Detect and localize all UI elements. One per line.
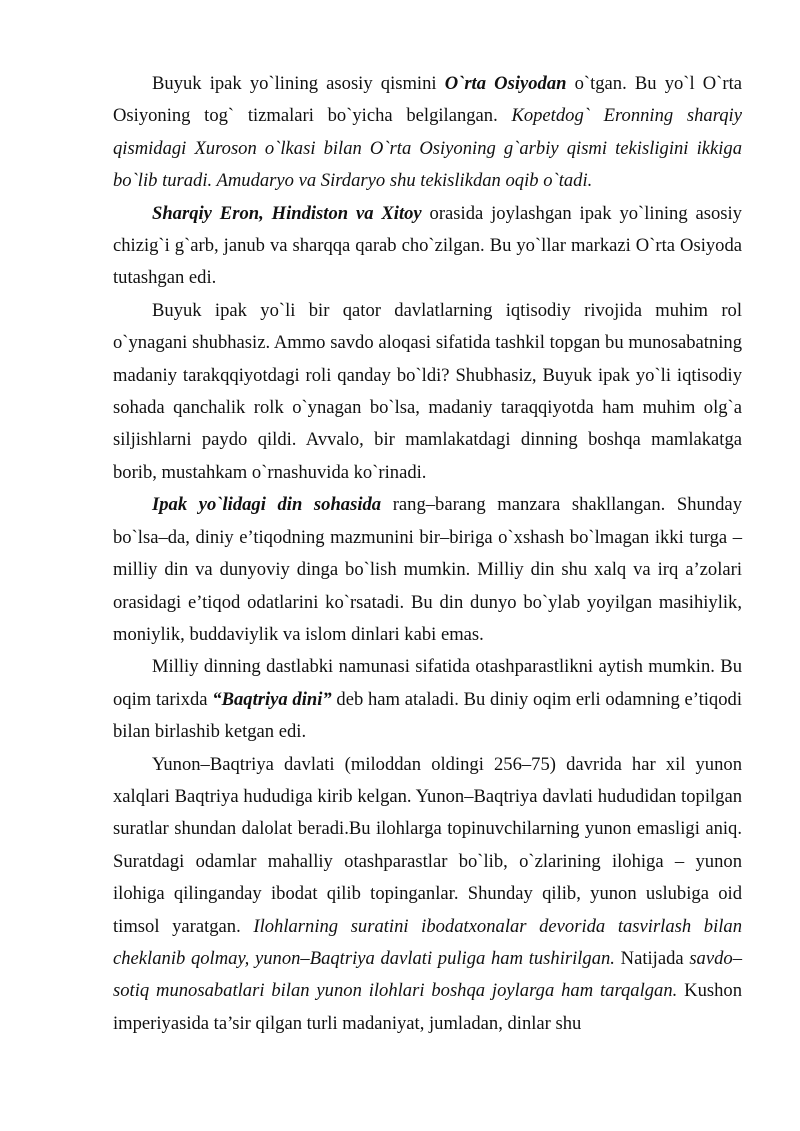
text-run: Kushon imperiyasida ta’sir qilgan turli madaniyat, jumladan, dinlar shu xyxy=(113,980,743,1034)
emphasis-run: O`rta Osiyodan xyxy=(444,73,567,94)
paragraph-silk-road-route xyxy=(113,68,742,198)
text-run: o`tgan. Bu yo`l O`rta Osiyoning tog` tizmalari bo`yicha belgilangan. xyxy=(113,73,743,127)
text-run: Yunon–Baqtriya davlati (miloddan oldingi 256–75) davrida har xil yunon xalqlari Baqtriya hududiga kirib kelgan. Yunon–Baqtriya davlati hududidan topilgan suratlar shundan dalolat beradi.Bu ilohlarga topinuvchilarning yunon emasligi aniq. Suratdagi odamlar mahalliy otashparastlar bo`lib, o`zlarining ilohiga – yunon ilohiga qilinganday ibodat qilib topinganlar. Shunday qilib, yunon uslubiga oid timsol yaratgan. xyxy=(113,753,742,937)
text-run: Natijada xyxy=(614,947,690,969)
document-page xyxy=(113,68,742,1040)
italic-run: savdo–sotiq munosabatlari bilan yunon ilohlari boshqa joylarga ham tarqalgan. xyxy=(113,947,742,1002)
italic-run: Ilohlarning suratini ibodatxonalar devorida tasvirlash bilan cheklanib qolmay, yunon–Baqtriya davlati puliga ham tushirilgan. xyxy=(113,915,743,969)
text-run: Milliy dinning dastlabki namunasi sifatida otashparastlikni aytish mumkin. Bu oqim tarixda xyxy=(113,656,742,710)
paragraph-greco-bactria xyxy=(113,749,742,1041)
text-run: deb ham ataladi. Bu diniy oqim erli odamning e’tiqodi bilan birlashib ketgan edi. xyxy=(113,688,742,743)
text-run: Buyuk ipak yo`li bir qator davlatlarning iqtisodiy rivojida muhim rol o`ynagani shubhasiz. Ammo savdo aloqasi sifatida tashkil topgan bu munosabatning madaniy tarakqqiyotdagi roli qanday bo`ldi? Shubhasiz, Buyuk ipak yo`li iqtisodiy sohada qanchalik rolk o`ynagan bo`lsa, madaniy taraqqiyotda ham muhim olg`a siljishlarni paydo qildi. Avvalo, bir mamlakatdagi dinning boshqa mamlakatga borib, mustahkam o`rnashuvida ko`rinadi. xyxy=(113,299,742,483)
paragraph-main-line xyxy=(113,198,742,295)
text-run: orasida joylashgan ipak yo`lining asosiy chizig`i g`arb, janub va sharqqa qarab cho`zilgan. Bu yo`llar markazi O`rta Osiyoda tutashgan edi. xyxy=(113,202,742,289)
paragraph-national-religion xyxy=(113,651,742,748)
emphasis-run: “Baqtriya dini” xyxy=(212,688,332,710)
text-run: Buyuk ipak yo`lining asosiy qismini xyxy=(152,73,445,94)
emphasis-run: Ipak yo`lidagi din sohasida xyxy=(152,494,382,516)
italic-run: Kopetdog` Eronning sharqiy qismidagi Xuroson o`lkasi bilan O`rta Osiyoning g`arbiy qismi tekisligini ikkiga bo`lib turadi. Amudaryo va Sirdaryo shu tekislikdan oqib o`tadi. xyxy=(113,105,742,192)
emphasis-run: Sharqiy Eron, Hindiston va Xitoy xyxy=(152,202,422,224)
paragraph-religion xyxy=(113,489,742,651)
text-run: rang–barang manzara shakllangan. Shunday bo`lsa–da, diniy e’tiqodning mazmunini bir–biriga o`xshash bo`lmagan ikki turga – milliy din va dunyoviy dinga bo`lish mumkin. Milliy din shu xalq va irq a’zolari orasidagi e’tiqod odatlarini ko`rsatadi. Bu din dunyo bo`ylab yoyilgan masihiylik, moniylik, buddaviylik va islom dinlari kabi emas. xyxy=(113,494,742,645)
paragraph-economic-role xyxy=(113,295,742,489)
